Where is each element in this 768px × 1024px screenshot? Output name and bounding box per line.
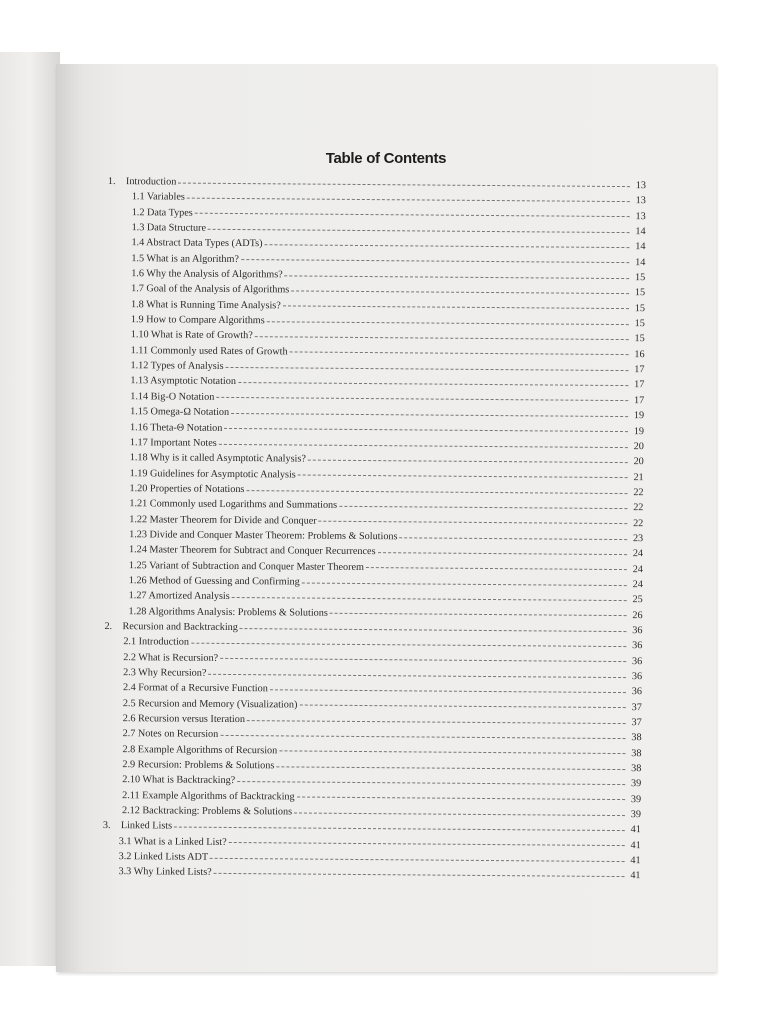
toc-leader-line xyxy=(255,335,629,340)
toc-entry-label: 3.1 What is a Linked List? xyxy=(118,835,227,848)
toc-leader-line xyxy=(302,581,627,586)
toc-page-number: 14 xyxy=(635,256,646,268)
toc-entry-label: 2.8 Example Algorithms of Recursion xyxy=(122,743,278,757)
toc-leader-line xyxy=(270,688,626,693)
toc-page-number: 24 xyxy=(632,563,643,575)
toc-entry-label: 2.1 Introduction xyxy=(123,636,190,648)
toc-entry-label: 2.5 Recursion and Memory (Visualization) xyxy=(122,697,298,711)
toc-leader-line xyxy=(174,826,625,832)
toc-leader-line xyxy=(224,427,628,432)
toc-leader-line xyxy=(267,320,629,325)
toc-leader-line xyxy=(191,642,626,647)
toc-page-number: 36 xyxy=(632,625,643,637)
toc-entry-label: 1.10 What is Rate of Growth? xyxy=(130,329,253,342)
toc-leader-line xyxy=(214,872,625,877)
toc-leader-line xyxy=(265,243,630,248)
toc-page-number: 41 xyxy=(630,824,641,836)
toc-page-number: 17 xyxy=(634,394,645,407)
toc-entry-label: 1.22 Master Theorem for Divide and Conquer xyxy=(129,513,317,527)
toc-page-number: 21 xyxy=(633,471,644,483)
toc-leader-line xyxy=(216,396,628,401)
toc-leader-line xyxy=(285,274,630,279)
toc-leader-line xyxy=(208,227,630,232)
page-title: Table of Contents xyxy=(325,150,447,167)
toc-leader-line xyxy=(195,212,630,217)
toc-page-number: 26 xyxy=(632,609,643,621)
toc-entry-label: 1.25 Variant of Subtraction and Conquer Master Theorem xyxy=(128,559,364,573)
toc-entry-label: 2.4 Format of a Recursive Function xyxy=(122,682,268,695)
toc-leader-line xyxy=(297,796,626,801)
toc-chapter-number: 1. xyxy=(107,176,116,188)
toc-entry-label: 1.13 Asymptotic Notation xyxy=(130,375,236,388)
toc-page-number: 22 xyxy=(633,487,644,499)
toc-entry-label: 3.3 Why Linked Lists? xyxy=(118,866,212,879)
toc-page-number: 14 xyxy=(635,241,646,253)
toc-page-number: 15 xyxy=(634,333,645,345)
toc-entry-label: 2.7 Notes on Recursion xyxy=(122,728,219,741)
toc-page-number: 13 xyxy=(635,180,646,192)
toc-page-number: 15 xyxy=(634,287,646,299)
toc-entry-label: 1.17 Important Notes xyxy=(129,437,217,449)
toc-page-number: 24 xyxy=(632,548,644,560)
toc-leader-line xyxy=(283,305,629,310)
toc-leader-line xyxy=(299,704,625,709)
toc-page-number: 37 xyxy=(631,701,642,713)
toc-page-number: 36 xyxy=(631,686,643,698)
toc-leader-line xyxy=(319,520,628,524)
toc-entry-label: 2.2 What is Recursion? xyxy=(123,651,219,664)
toc-page-number: 17 xyxy=(634,364,645,376)
toc-entry-label: 1.21 Commonly used Logarithms and Summations xyxy=(129,498,338,512)
toc-leader-line xyxy=(400,536,628,540)
toc-entry-label: 2.3 Why Recursion? xyxy=(123,667,207,679)
toc-page-number: 25 xyxy=(632,594,643,606)
book-page xyxy=(56,64,716,972)
toc-page-number: 13 xyxy=(635,195,646,207)
toc-entry-label: 2.11 Example Algorithms of Backtracking xyxy=(122,789,295,803)
toc-entry-label: 2.10 What is Backtracking? xyxy=(122,774,236,787)
toc-entry-label: 1.18 Why is it called Asymptotic Analysis? xyxy=(129,452,306,465)
toc-page-number: 15 xyxy=(634,302,646,314)
toc-page-number: 36 xyxy=(632,640,643,652)
toc-entry-label: 1.7 Goal of the Analysis of Algorithms xyxy=(131,283,290,296)
toc-leader-line xyxy=(247,719,626,724)
toc-entry-label: 1.23 Divide and Conquer Master Theorem: Problems & Solutions xyxy=(129,529,398,543)
toc-leader-line xyxy=(246,489,627,494)
toc-leader-line xyxy=(276,765,625,770)
toc-page-number: 20 xyxy=(633,456,644,468)
toc-page-number: 22 xyxy=(633,517,644,529)
toc-entry-label: 1.9 How to Compare Algorithms xyxy=(130,314,265,327)
toc-leader-line xyxy=(241,258,629,263)
toc-leader-line xyxy=(231,412,628,417)
toc-section-entry xyxy=(102,866,640,886)
toc-entry-label: 1.4 Abstract Data Types (ADTs) xyxy=(131,237,263,250)
toc-page-number: 23 xyxy=(632,533,644,545)
toc-entry-label: 1.15 Omega-Ω Notation xyxy=(130,406,230,419)
toc-entry-label: Linked Lists xyxy=(120,820,173,832)
toc-leader-line xyxy=(232,596,627,601)
toc-entry-label: 1.27 Amortized Analysis xyxy=(128,590,230,603)
toc-leader-line xyxy=(226,366,629,371)
toc-leader-line xyxy=(290,351,629,356)
toc-entry-label: Recursion and Backtracking xyxy=(122,621,238,634)
toc-page-number: 24 xyxy=(632,579,643,591)
toc-leader-line xyxy=(220,734,625,739)
toc-leader-line xyxy=(366,566,627,570)
toc-chapter-number: 2. xyxy=(104,620,113,633)
toc-page-number: 38 xyxy=(631,763,642,775)
toc-leader-line xyxy=(294,811,625,816)
toc-page-number: 14 xyxy=(635,226,646,238)
toc-entry-label: 1.2 Data Types xyxy=(131,206,193,219)
toc-page-number: 41 xyxy=(630,839,641,851)
toc-entry-label: 1.3 Data Structure xyxy=(131,222,207,234)
toc-page-number: 41 xyxy=(630,855,641,867)
toc-leader-line xyxy=(187,197,630,202)
toc-entry-label: 1.20 Properties of Notations xyxy=(129,483,245,495)
toc-chapter-number: 3. xyxy=(102,820,111,832)
toc-page-number: 19 xyxy=(633,425,645,437)
toc-page-number: 38 xyxy=(631,747,642,759)
toc-page-number: 39 xyxy=(630,793,642,805)
toc-leader-line xyxy=(208,672,626,677)
toc-leader-line xyxy=(219,442,628,447)
toc-page-number: 39 xyxy=(630,809,642,821)
toc-leader-line xyxy=(240,627,627,632)
toc-entry-label: 3.2 Linked Lists ADT xyxy=(118,851,209,863)
toc-leader-line xyxy=(229,841,625,846)
toc-entry-label: 1.26 Method of Guessing and Confirming xyxy=(128,575,300,588)
toc-leader-line xyxy=(238,381,628,386)
toc-entry-label: 1.5 What is an Algorithm? xyxy=(131,252,240,265)
toc-page-number: 41 xyxy=(630,870,641,882)
toc-page-number: 15 xyxy=(634,272,646,284)
toc-page-number: 37 xyxy=(631,717,642,729)
toc-entry-label: 1.24 Master Theorem for Subtract and Conquer Recurrences xyxy=(129,544,376,558)
toc-page-number: 36 xyxy=(631,671,643,683)
toc-entry-label: 2.9 Recursion: Problems & Solutions xyxy=(122,759,275,772)
toc-page-number: 15 xyxy=(634,318,645,330)
toc-entry-label: 1.19 Guidelines for Asymptotic Analysis xyxy=(129,467,296,481)
toc-page-number: 38 xyxy=(631,732,642,744)
toc-leader-line xyxy=(330,612,627,616)
toc-entry-label: 2.6 Recursion versus Iteration xyxy=(122,713,246,726)
toc-leader-line xyxy=(279,750,625,755)
toc-entry-label: 1.14 Big-O Notation xyxy=(130,390,215,403)
toc-page-number: 17 xyxy=(634,379,645,391)
toc-leader-line xyxy=(378,551,628,555)
toc-leader-line xyxy=(308,458,628,463)
toc-page-number: 13 xyxy=(635,210,646,222)
toc-leader-line xyxy=(237,780,625,785)
toc-leader-line xyxy=(291,290,629,295)
book-spine-page-edge xyxy=(0,52,60,966)
toc-page-number: 22 xyxy=(633,502,644,514)
toc-entry-label: 1.16 Theta-Θ Notation xyxy=(129,421,223,434)
toc-entry-label: 1.1 Variables xyxy=(131,191,185,203)
toc-entry-label: 2.12 Backtracking: Problems & Solutions xyxy=(121,805,293,818)
toc-page-number: 36 xyxy=(631,655,643,667)
toc-entry-label: 1.12 Types of Analysis xyxy=(130,360,224,373)
toc-page-number: 19 xyxy=(633,410,645,422)
toc-entry-label: 1.8 What is Running Time Analysis? xyxy=(130,298,281,312)
toc-page-number: 16 xyxy=(634,348,645,361)
toc-list xyxy=(102,176,646,886)
toc-entry-label: Introduction xyxy=(125,176,177,188)
toc-leader-line xyxy=(210,857,625,862)
toc-entry-label: 1.11 Commonly used Rates of Growth xyxy=(130,344,288,358)
toc-page-number: 20 xyxy=(633,440,644,453)
toc-leader-line xyxy=(298,474,628,479)
toc-page-number: 39 xyxy=(631,778,642,790)
toc-leader-line xyxy=(339,505,627,509)
toc-leader-line xyxy=(220,657,626,662)
toc-entry-label: 1.28 Algorithms Analysis: Problems & Solutions xyxy=(128,605,328,619)
toc-leader-line xyxy=(178,181,630,187)
toc-entry-label: 1.6 Why the Analysis of Algorithms? xyxy=(131,268,283,281)
